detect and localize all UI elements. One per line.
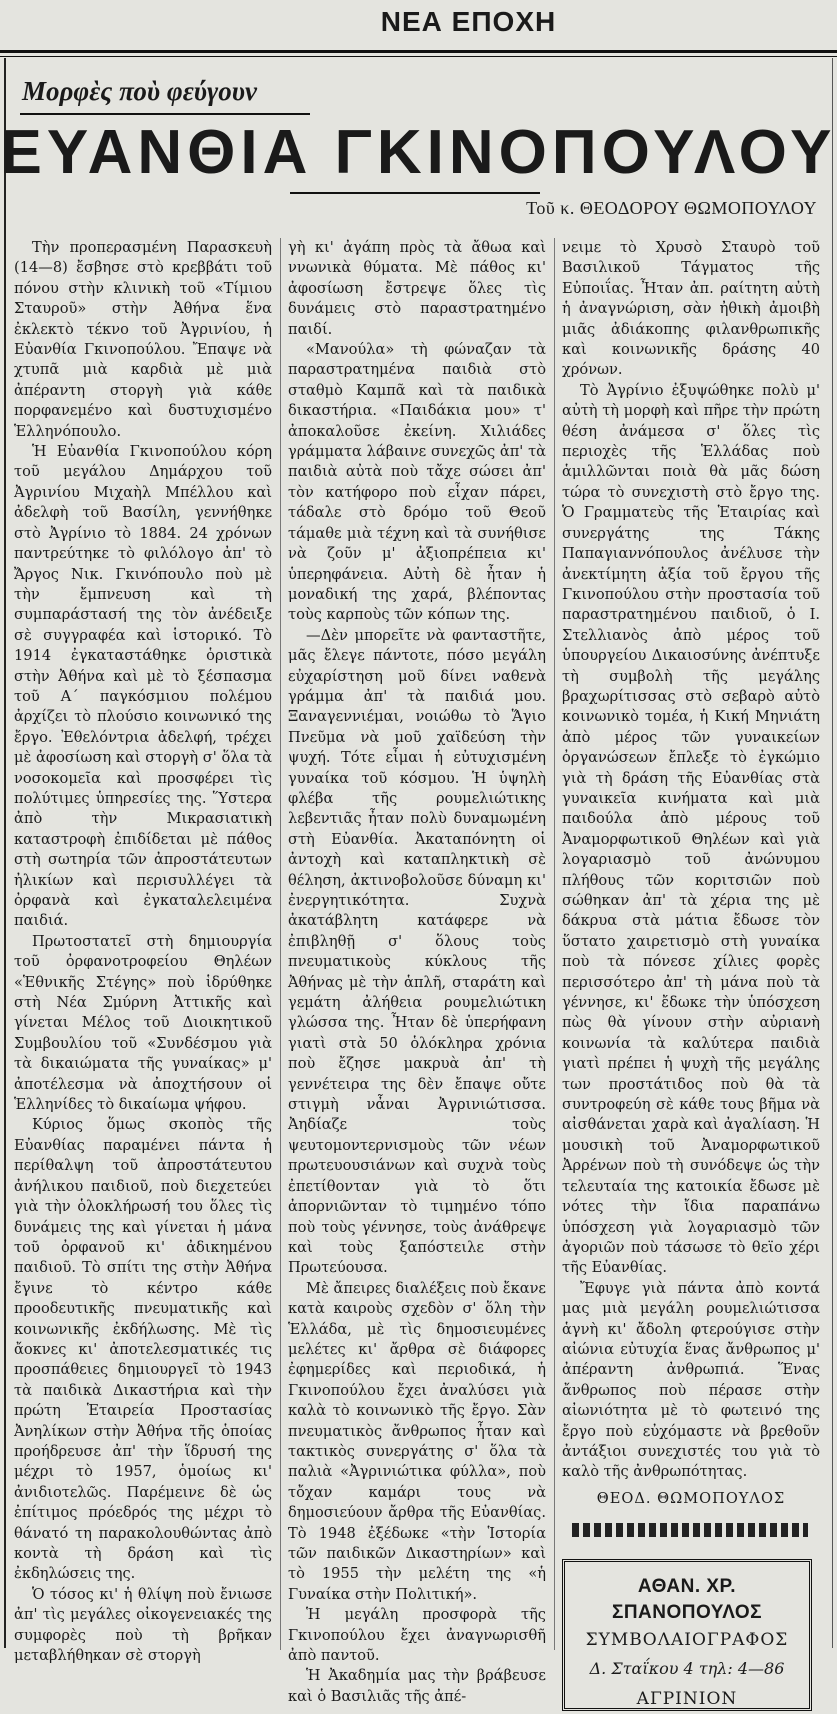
ad-city: ΑΓΡΙΝΙΟΝ bbox=[636, 1689, 738, 1710]
paragraph: Πρωτοστατεῖ στὴ δημιουργία τοῦ ὀρφανοτροφείου Θηλέων «Ἑθνικῆς Στέγης» ποὺ ἱδρύθηκε στὴ Νέα Σμύρνη Ἀττικῆς καὶ γίνεται Μέλος τοῦ Διοικητικοῦ Συμβουλίου τοῦ «Συνδέσμου γιὰ τὰ δικαιώματα τῆς γυναίκας» μ' ἀποτέλεσμα νὰ ἀποχτήσουν οἱ Ἑλληνίδες τὸ δικαίωμα ψήφου. bbox=[14, 932, 272, 1114]
paragraph: Ἡ Εὐανθία Γκινοπούλου κόρη τοῦ μεγάλου Δημάρχου τοῦ Ἀγρινίου Μιχαὴλ Μπέλλου καὶ ἀδελφὴ τοῦ Βασίλη, γεννήθηκε στὸ Ἀγρίνιο τὸ 1884. 24 χρόνων παντρεύτηκε τὸ φιλόλογο ἀπ' τὸ Ἄργος Νικ. Γκινόπουλο ποὺ μὲ τὴν ἔμπνευση καὶ τὴ συμπαράστασή της τὸν ἀνέδειξε σὲ συγγραφέα καὶ ἱστορικό. Τὸ 1914 ἐγκαταστάθηκε ὁριστικὰ στὴν Ἀθήνα καὶ μὲ τὸ ξέσπασμα τοῦ Α΄ παγκόσμιου πολέμου ἀρχίζει τὸ πλούσιο κοινωνικό της ἔργο. Ἐθελόντρια ἀδελφή, τρέχει μὲ ἀφοσίωση καὶ στοργὴ σ' ὅλα τὰ νοσοκομεῖα καὶ προσφέρει τὶς πολύτιμες ὑπηρεσίες της. Ὕστερα ἀπὸ τὴν Μικρασιατικὴ καταστροφὴ ἐπιδίδεται μὲ πάθος στὴ σωτηρία τῶν ἀπροστάτευτων ἠλικίων καὶ περισυλλέγει τὰ ὀρφανὰ καὶ ἐγκαταλελειμένα παιδιά. bbox=[14, 443, 272, 930]
column-2 bbox=[288, 238, 546, 1705]
ad-address: Δ. Σταΐκου 4 τηλ: 4—86 bbox=[589, 1659, 785, 1679]
paragraph: Μὲ ἄπειρες διαλέξεις ποὺ ἔκανε κατὰ καιροὺς σχεδὸν σ' ὅλη τὴν Ἑλλάδα, μὲ τὶς δημοσιευμένες μελέτες κι' ἄρθρα σὲ διάφορες ἐφημερίδες καὶ περιοδικά, ἡ Γκινοπούλου ἔχει ἀναλύσει γιὰ καλὰ τὸ κοινωνικὸ τῆς ἔργο. Σὰν πνευματικὸς ἄνθρωπος ἦταν καὶ τακτικὸς συνεργάτης σ' ὅλα τὰ παλιὰ «Ἀγρινιώτικα φύλλα», ποὺ τὄχαν καμάρι τους νὰ δημοσιεύουν ἄρθρα τῆς Εὐανθίας. Τὸ 1948 ἐξέδωκε «τὴν Ἱστορία τῶν παιδικῶν Δικαστηρίων» καὶ τὸ 1955 τὴν μελέτη της «ἡ Γυναίκα στὴν Πολιτική». bbox=[288, 1279, 546, 1603]
column-3 bbox=[562, 238, 820, 1710]
paragraph: Ὁ τόσος κι' ἡ θλίψη ποὺ ἔνιωσε ἀπ' τὶς μεγάλες οἰκογενειακές της συμφορὲς ποὺ τὴ βρῆκαν μεταβλήθηκαν σὲ στοργὴ bbox=[14, 1585, 272, 1665]
paragraph: Κύριος ὅμως σκοπὸς τῆς Εὐανθίας παραμένει πάντα ἡ περίθαλψη τοῦ ἀπροστάτευτου ἀνήλικου παιδιοῦ, ποὺ διεχετεύει γιὰ τὴν ὁλοκλήρωσή του ὅλες τὶς δυνάμεις της καὶ γίνεται ἡ μάνα τοῦ ὀρφανοῦ κι' ἀδικημένου παιδιοῦ. Τὸ σπίτι της στὴν Ἀθήνα ἔγινε τὸ κέντρο κάθε προοδευτικῆς πνευματικῆς καὶ κοινωνικῆς ἐκδήλωσης. Μὲ τὶς ἄοκνες κι' ἀποτελεσματικές τις προσπάθειες δημιουργεῖ τὸ 1943 τὰ παιδικὰ Δικαστήρια καὶ τὴν πρώτη Ἑταιρεία Προστασίας Ἀνηλίκων στὴν Ἀθήνα τῆς ὁποίας προήδρευσε ἀπ' τὴν ἵδρυσή της μέχρι τὸ 1957, ὁμοίως κι' ἀνιδιοτελῶς. Παρέμεινε δὲ ὡς ἐπίτιμος πρόεδρός της μέχρι τὸ θάνατό τη παρακολουθώντας ἀπὸ κοντὰ τὴ δράση καὶ τὶς ἐκδηλώσεις της. bbox=[14, 1116, 272, 1583]
author-signature: ΘΕΟΔ. ΘΩΜΟΠΟΥΛΟΣ bbox=[596, 1489, 786, 1507]
newspaper-name: ΝΕΑ ΕΠΟΧΗ bbox=[380, 6, 557, 37]
headline: ΕΥΑΝΘΙΑ ΓΚΙΝΟΠΟΥΛΟΥ bbox=[0, 118, 837, 187]
advertisement-box bbox=[562, 1559, 812, 1711]
headline-rule bbox=[290, 192, 540, 194]
paragraph: Ἔφυγε γιὰ πάντα ἀπὸ κοντά μας μιὰ μεγάλη ρουμελιώτισσα ἁγνὴ κι' ἄδολη φτερούγισε στὴν αἰώνια εὐτυχία ἕνας ἄνθρωπος μ' ἀπέραντη ἀνθρωπιά. Ἕνας ἄνθρωπος ποὺ πέρασε στὴν αἰωνιότητα μὲ τὸ φωτεινό της ἔργο ποὺ εὐχόμαστε νὰ βρεθοῦν ἀντάξιοι συνεχιστές του γιὰ τὸ καλὸ τῆς ἀνθρωπότητας. bbox=[562, 1279, 820, 1481]
paragraph: γὴ κι' ἀγάπη πρὸς τὰ ἄθωα καὶ ννωνικὰ θύματα. Μὲ πάθος κι' ἀφοσίωση ἔστρεψε ὅλες τὶς δυνάμεις στὸ παραστρατημένο παιδί. bbox=[288, 239, 546, 338]
paragraph: «Μανούλα» τὴ φώναζαν τὰ παραστρατημένα παιδιὰ στὸ σταθμὸ Καμπᾶ καὶ τὰ παιδικὰ δικαστήρια. «Παιδάκια μου» τ' ἀποκαλοῦσε ἐκείνη. Χιλιάδες γράμματα λάβαινε συνεχῶς ἀπ' τὰ παιδιὰ αὐτὰ ποὺ τἄχε σώσει ἀπ' τὸν κατήφορο ποὺ εἶχαν πάρει, τάδαλε στὸ δρόμο τοῦ Θεοῦ τάμαθε μιὰ τέχνη καὶ τὰ συνήθισε νὰ ζοῦν μ' ἀξιοπρέπεια κι' ὑπερηφάνεια. Αὐτὴ δὲ ἦταν ἡ μοναδική της χαρά, βλέποντας τοὺς καρποὺς τῶν κόπων της. bbox=[288, 341, 546, 624]
paragraph: νειμε τὸ Χρυσὸ Σταυρὸ τοῦ Βασιλικοῦ Τάγματος τῆς Εὐποιΐας. Ἦταν ἀπ. ραίτητη αὐτὴ ἡ ἀναγνώριση, σὰν ἠθικὴ ἀμοιβὴ μιᾶς ἀδιάκοπης φιλανθρωπικῆς καὶ κοινωνικῆς δράσης 40 χρόνων. bbox=[562, 239, 820, 379]
ad-title: ΣΥΜΒΟΛΑΙΟΓΡΑΦΟΣ bbox=[585, 1630, 789, 1651]
article-body bbox=[14, 238, 822, 1710]
right-border bbox=[832, 58, 833, 1648]
masthead bbox=[0, 6, 837, 48]
ornament-divider bbox=[572, 1523, 808, 1537]
left-border bbox=[4, 58, 6, 1648]
top-rule-thin bbox=[0, 56, 837, 57]
paragraph: Τὸ Ἀγρίνιο ἐξυψώθηκε πολὺ μ' αὐτὴ τὴ μορφὴ καὶ πῆρε τὴν πρώτη θέση ἀνάμεσα σ' ὅλες τὶς περιοχὲς τῆς Ἑλλάδας ποὺ ἁμιλλῶνται ποιὰ θὰ μᾶς δώση τώρα τὸ συνεχιστὴ στὸ ἔργο της. Ὁ Γραμματεὺς τῆς Ἑταιρίας καὶ συνεργάτης της Τάκης Παπαγιαννόπουλος ἀνέλυσε τὴν ἀνεκτίμητη ἀξία τοῦ ἔργου τῆς Γκινοπούλου στὴν προστασία τοῦ παραστρατημένου παιδιοῦ, ὁ Ι. Στελλιανὸς ἀπὸ μέρος τοῦ ὑπουργείου Δικαιοσύνης ἀνέπτυξε τὴ συμβολὴ τῆς μεγάλης βραχωρίτισσας στὸ σεβαρὸ αὐτὸ κοινωνικὸ τομέα, ἡ Κική Μηνιάτη ἀπὸ μέρος τῶν γυναικείων ὀργανώσεων ἔπλεξε τὸ ἐγκώμιο γιὰ τὴ δράση τῆς Εὐανθίας στὰ γυναικεῖα κινήματα καὶ μιὰ παιδούλα ἀπὸ μέρους τοῦ Ἀναμορφωτικοῦ Θηλέων καὶ γιὰ λογαριασμὸ τοῦ ἀνώνυμου πλήθους τῶν κοριτσιῶν ποὺ σώθηκαν ἀπ' τὰ χέρια της μὲ δάκρυα στὰ μάτια ἔδωσε τὸν ὕστατο χαιρετισμὸ στὴ γυναίκα ποὺ τὰ πόνεσε χίλιες φορὲς περισσότερο ἀπ' τὴ μάνα ποὺ τὰ γέννησε, κι' ἔδωκε τὴν ὑπόσχεση πὼς θὰ γίνουν στὴν αὐριανὴ κοινωνία τὰ καλύτερα παιδιὰ γιατὶ πρέπει ἡ ψυχὴ τῆς μεγάλης των προστάτιδος ποὺ θὰ τὰ συντροφεύη σὲ κάθε τους βῆμα νὰ αἰσθάνεται χαρὰ καὶ ἀγαλίαση. Ἡ μουσικὴ τοῦ Ἀναμορφωτικοῦ Ἀρρένων ποὺ τὴ συνόδεψε ὡς τὴν τελευταία της κατοικία ἔδωσε μὲ νότες τὴν ἴδια παραπάνω ὑπόσχεση γιὰ λογαριασμὸ τῶν ἀγοριῶν ποὺ τάσωσε τὸ θεϊο χέρι τῆς Εὐανθίας. bbox=[562, 381, 820, 1277]
paragraph: Ἡ μεγάλη προσφορὰ τῆς Γκινοπούλου ἔχει ἀναγνωρισθῆ ἀπὸ παντοῦ. bbox=[288, 1606, 546, 1665]
paragraph: —Δὲν μπορεῖτε νὰ φανταστῆτε, μᾶς ἔλεγε πάντοτε, πόσο μεγάλη εὐχαρίστηση μοῦ δίνει ναθενὰ γράμμα ἀπ' τὰ παιδιά μου. Ξαναγεννιέμαι, νοιώθω τὸ Ἅγιο Πνεῦμα νὰ μοῦ χαϊδεύση τὴν ψυχή. Τότε εἶμαι ἡ εὐτυχισμένη γυναίκα τοῦ κόσμου. Ἡ ὑψηλὴ φλέβα τῆς ρουμελιώτικης λεβεντιᾶς ἦταν πολὺ δυναμωμένη στὴ Εὐανθία. Ἀκαταπόνητη οἱ ἀντοχὴ καὶ καταπληκτικὴ σὲ θέληση, ἀκτινοβολοῦσε δύναμη κι' ἐνεργητικότητα. Συχνὰ ἀκατάβλητη κατάφερε νὰ ἐπιβληθῇ σ' ὅλους τοὺς πνευματικοὺς κύκλους τῆς Ἀθήνας μὲ τὴν ἁπλῆ, σταράτη καὶ γεμάτη ἀλήθεια ρουμελιώτικη γλώσσα της. Ἦταν δὲ ὑπερήφανη γιατὶ στὰ 50 ὁλόκληρα χρόνια ποὺ ἔζησε μακρυὰ ἀπ' τὴ γεννέτειρα της δὲν ἔπαψε οὔτε στιγμὴ νἆναι Ἀγρινιώτισσα. Ἀηδίαζε τοὺς ψευτομοντερνισμοὺς τῶν νέων πρωτευουσιάνων καὶ συχνὰ τοὺς ἐπετίθονταν γιὰ τὸ ὅτι ἀπορνιῶνταν τὸ τιμημένο τόπο ποὺ τοὺς γέννησε, τοὺς ἀνάθρεψε καὶ τοὺς ξαπόστειλε στὴν Πρωτεύουσα. bbox=[288, 626, 546, 1277]
series-underline bbox=[20, 113, 310, 115]
paragraph: Ἡ Ἀκαδημία μας τὴν βράβευσε καὶ ὁ Βασιλιᾶς τῆς ἀπέ- bbox=[288, 1667, 546, 1705]
series-title: Μορφὲς ποὺ φεύγουν bbox=[22, 76, 257, 106]
paragraph: Τὴν προπερασμένη Παρασκευὴ (14—8) ἔσβησε στὸ κρεββάτι τοῦ πόνου στὴν κλινικὴ τοῦ «Τίμιου Σταυροῦ» στὴν Ἀθήνα ἕνα ἐκλεκτὸ τέκνο τοῦ Ἀγρινίου, ἡ Εὐανθία Γκινοπούλου. Ἔπαψε νὰ χτυπᾶ μιὰ καρδιὰ μὲ μιὰ ἀπέραντη στοργὴ γιὰ κάθε πορφανεμένο καὶ δυστυχισμένο Ἑλληνόπουλο. bbox=[14, 239, 272, 440]
column-1 bbox=[14, 238, 272, 1665]
byline: Τοῦ κ. ΘΕΟΔΟΡΟΥ ΘΩΜΟΠΟΥΛΟΥ bbox=[526, 198, 817, 218]
top-rule bbox=[0, 50, 837, 53]
ad-name: ΑΘΑΝ. ΧΡ. ΣΠΑΝΟΠΟΥΛΟΣ bbox=[611, 1576, 763, 1624]
